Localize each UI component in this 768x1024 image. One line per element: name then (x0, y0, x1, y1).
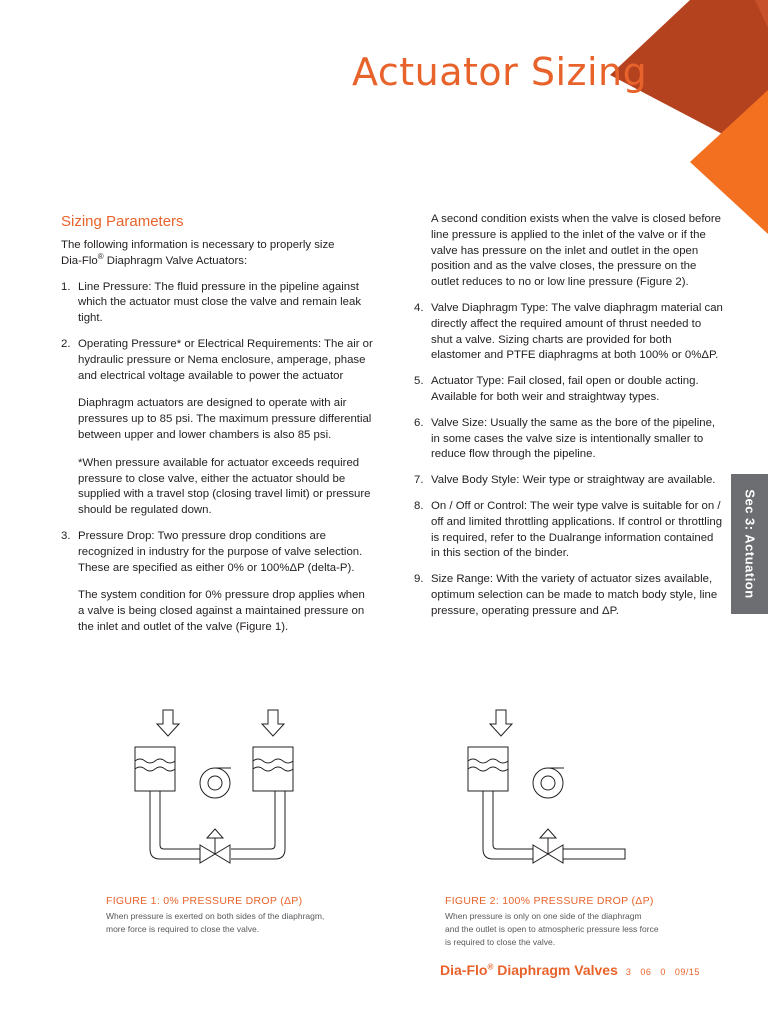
figure-1-title: FIGURE 1: 0% PRESSURE DROP (ΔP) (106, 895, 303, 907)
list-item: 8. On / Off or Control: The weir type valve is suitable for on / off and limited throttling applications. If control or throttling is required, refer to the Dualrange information contained in this section of the binder. (414, 499, 723, 560)
intro-text: The following information is necessary to properly size Dia-Flo® Diaphragm Valve Actuators: (61, 239, 335, 267)
list-item: 5. Actuator Type: Fail closed, fail open or double acting. Available for both weir and straightway types. (414, 375, 699, 403)
page-number: 3 06 0 09/15 (625, 967, 700, 977)
section-tab (731, 474, 768, 614)
list-item: 3. Pressure Drop: Two pressure drop conditions are recognized in industry for the purpose of valve selection. These are specified as either 0% or 100%ΔP (delta-P). The system condition for 0% pressure drop applies when a valve is being closed against a maintained pressure on the inlet and outlet of the valve (Figure 1). (61, 529, 365, 633)
figure-2-title: FIGURE 2: 100% PRESSURE DROP (ΔP) (445, 895, 654, 907)
list-item: 1. Line Pressure: The fluid pressure in the pipeline against which the actuator must close the valve and remain leak tight. (61, 280, 362, 325)
pressure-arrow-right-icon (262, 710, 284, 736)
pump-icon (200, 768, 231, 798)
right-column (414, 212, 724, 630)
list-item: 4. Valve Diaphragm Type: The valve diaphragm material can directly affect the required amount of thrust needed to shut a valve. Sizing charts are provided for both elastomer and PTFE diaphragms at both 100% or 0%ΔP. (414, 301, 723, 362)
section-tab-label: Sec 3: Actuation (742, 489, 757, 599)
parameter-list-right (414, 301, 724, 620)
valve-icon (200, 829, 230, 863)
pump-icon (533, 768, 564, 798)
figure-2-diagram (458, 705, 648, 885)
figure-2-caption: When pressure is only on one side of the diaphragm and the outlet is open to atmospheric pressure less force is required to close the valve. (445, 911, 659, 947)
section-heading: Sizing Parameters (61, 213, 184, 230)
second-condition-text: A second condition exists when the valve is closed before line pressure is applied to the inlet of the valve or if the valve has pressure on the inlet and outlet in the open position and as the valve closes, the pressure on the outlet reduces to no or low line pressure (Figure 2). (431, 213, 721, 289)
footer: Dia-Flo® Diaphragm Valves 3 06 0 09/15 (440, 962, 700, 978)
pressure-arrow-icon (490, 710, 512, 736)
pressure-arrow-left-icon (157, 710, 179, 736)
list-item: 2. Operating Pressure* or Electrical Requirements: The air or hydraulic pressure or Nema enclosure, amperage, phase and electrical voltage available to power the actuator Diaphragm actuators are designed to operate with air pressures up to 85 psi. The maximum pressure differential between upper and lower chambers is also 85 psi. *When pressure available for actuator exceeds required pressure to close valve, either the actuator should be supplied with a travel stop (closing travel limit) or pressure should be regulated down. (61, 337, 373, 517)
left-column (61, 212, 373, 646)
valve-icon (533, 829, 563, 863)
page-title: Actuator Sizing (352, 50, 648, 94)
list-item: 7. Valve Body Style: Weir type or straightway are available. (414, 474, 716, 487)
footer-title: Diaphragm Valves (493, 962, 618, 978)
figure-1-diagram (125, 705, 335, 885)
list-item: 9. Size Range: With the variety of actuator sizes available, optimum selection can be made to match body style, line pressure, operating pressure and ΔP. (414, 573, 718, 617)
parameter-list-left (61, 280, 373, 636)
figure-1-caption: When pressure is exerted on both sides of the diaphragm, more force is required to close the valve. (106, 911, 325, 934)
footer-brand: Dia-Flo (440, 962, 488, 978)
list-item: 6. Valve Size: Usually the same as the bore of the pipeline, in some cases the valve size is intentionally smaller to reduce flow through the pipeline. (414, 416, 716, 461)
